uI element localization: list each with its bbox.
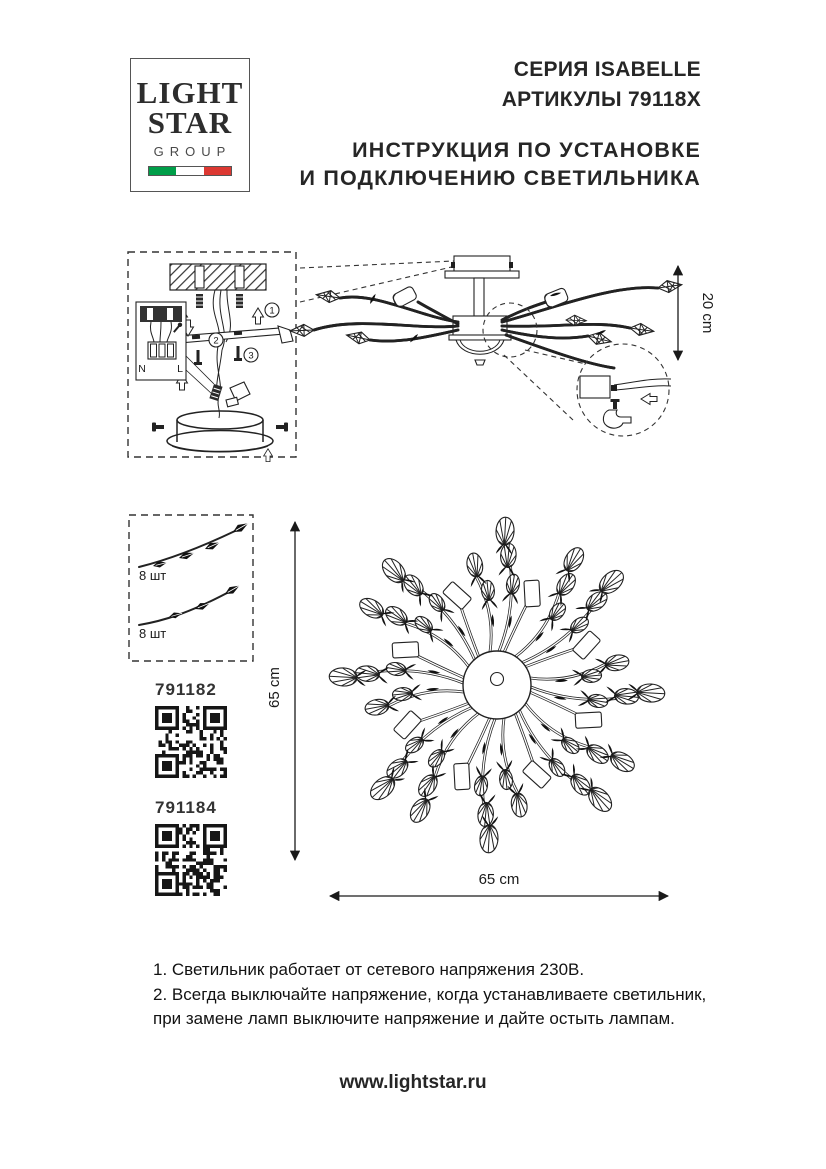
- dimension-65cm-vertical-label: 65 cm: [266, 667, 283, 708]
- parts-box: [123, 505, 263, 670]
- installation-diagram: [118, 238, 718, 473]
- anchor-bolt: [196, 294, 203, 308]
- flag-white-segment: [176, 167, 203, 175]
- qr-code-791184: [155, 824, 227, 896]
- article-code-2: 791184: [155, 798, 217, 817]
- starburst-drawing: [329, 517, 665, 853]
- branch2-qty-label: 8 шт: [139, 626, 167, 641]
- safety-notes: [153, 958, 753, 1032]
- instruction-title-line1: ИНСТРУКЦИЯ ПО УСТАНОВКЕ: [352, 138, 701, 162]
- website-url: www.lightstar.ru: [339, 1072, 487, 1093]
- svg-text:2: 2: [213, 335, 219, 347]
- glass-bowl: [456, 340, 504, 354]
- lamp-shade: [543, 287, 569, 308]
- chandelier-side-view: [290, 256, 683, 368]
- article-code-1: 791182: [155, 680, 217, 699]
- terminal-inset: [136, 302, 214, 394]
- chandelier-top-view: [263, 492, 713, 912]
- stem: [474, 278, 484, 316]
- arm-socket-detail: [580, 376, 671, 428]
- canopy-screw: [152, 423, 164, 432]
- svg-text:1: 1: [269, 305, 275, 317]
- canopy-screw: [276, 423, 288, 432]
- series-title: СЕРИЯ ISABELLE: [513, 58, 701, 81]
- ceiling-plate: [445, 271, 519, 278]
- chandelier-body: [453, 316, 507, 336]
- dimension-65cm-horizontal-label: 65 cm: [478, 871, 520, 888]
- up-arrow-icon: [264, 449, 273, 462]
- note-line-3: при замене ламп выключите напряжение и дайте остыть лампам.: [153, 1009, 675, 1028]
- flag-red-segment: [204, 167, 231, 175]
- anchor-bolt: [236, 294, 243, 308]
- crystal-gem: [345, 329, 371, 346]
- lightstar-logo: [130, 58, 250, 192]
- logo-word-light: LIGHT: [136, 75, 244, 110]
- branch1-qty-label: 8 шт: [139, 568, 167, 583]
- crystal-gem: [657, 279, 682, 294]
- dimension-20cm: [678, 266, 716, 360]
- crystal-gem: [315, 289, 340, 304]
- dimension-65cm-vertical: [266, 522, 295, 860]
- strap-screw: [234, 346, 242, 361]
- logo-word-star: STAR: [147, 105, 233, 140]
- terminal-l-label: L: [177, 363, 183, 375]
- dimension-65cm-horizontal: [330, 871, 668, 896]
- instruction-title-line2: И ПОДКЛЮЧЕНИЮ СВЕТИЛЬНИКА: [299, 166, 701, 190]
- wire-connectors: [209, 382, 250, 407]
- crystal-gem: [290, 324, 314, 337]
- up-arrow-icon: [253, 308, 264, 324]
- left-arrow-icon: [641, 394, 657, 405]
- articles-title: АРТИКУЛЫ 79118X: [501, 88, 701, 111]
- dimension-20cm-label: 20 cm: [699, 292, 716, 334]
- svg-text:3: 3: [248, 350, 254, 362]
- terminal-n-label: N: [138, 363, 146, 375]
- header: [300, 55, 701, 192]
- flag-green-segment: [149, 167, 176, 175]
- branch-part-2: [139, 582, 241, 625]
- strap-screw: [194, 350, 202, 365]
- crystal-gem: [629, 322, 654, 337]
- note-line-1: 1. Светильник работает от сетевого напряжения 230В.: [153, 960, 585, 979]
- left-arms: [314, 297, 458, 341]
- canopy: [167, 411, 273, 452]
- clamp-icon: [603, 399, 631, 428]
- branch-part-1: [139, 520, 250, 569]
- ceiling-hatch: [170, 264, 266, 290]
- note-line-2: 2. Всегда выключайте напряжение, когда устанавливаете светильник,: [153, 984, 707, 1004]
- finial: [475, 360, 485, 365]
- ceiling-cap: [454, 256, 510, 272]
- logo-word-group: GROUP: [153, 144, 232, 159]
- qr-code-791182: [155, 706, 227, 778]
- italian-flag-bar: [148, 166, 232, 176]
